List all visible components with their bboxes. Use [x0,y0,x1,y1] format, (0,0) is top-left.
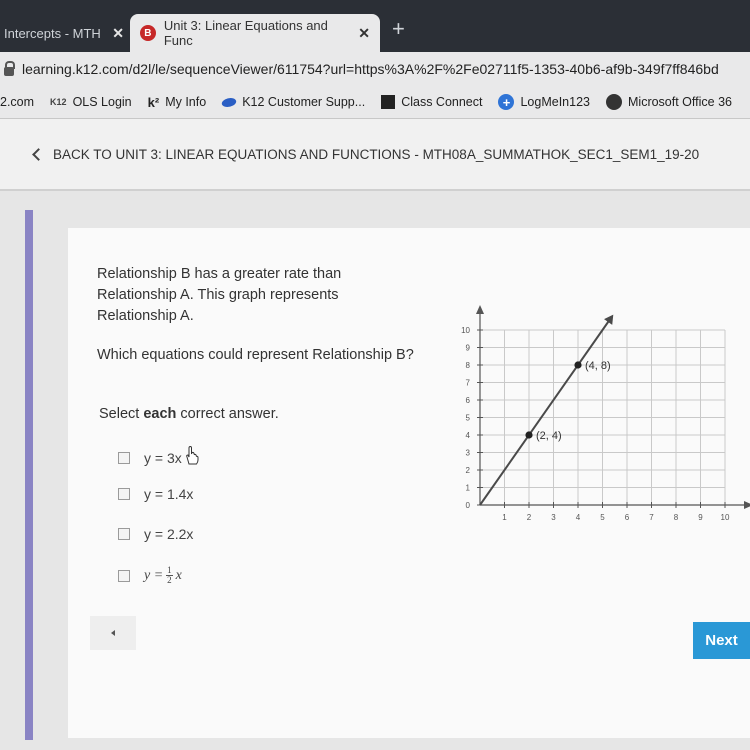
y-tick-label: 4 [465,431,470,440]
x-tick-label: 7 [649,513,654,522]
chevron-left-icon [32,148,45,161]
y-axis-arrow [476,305,484,314]
data-point [525,431,532,438]
x-tick-label: 5 [600,513,605,522]
address-bar[interactable] [0,52,750,86]
back-link-label: BACK TO UNIT 3: LINEAR EQUATIONS AND FUNCTIONS - MTH08A_SUMMATHOK_SEC1_SEM1_19-20 [53,147,700,162]
previous-button[interactable] [90,616,136,650]
graph-series [480,315,613,505]
accent-bar [25,210,33,740]
y-tick-label: 9 [465,343,470,353]
answer-label-suffix: x [175,567,182,583]
answer-label: y = 1.4x [144,486,194,502]
instruction-bold: each [143,406,177,422]
y-tick-label: 1 [465,483,470,493]
y-tick-label: 10 [461,326,470,335]
bookmark-ols-login[interactable] [50,95,132,109]
answer-checkbox[interactable] [118,452,130,464]
x-tick-label: 10 [720,513,730,522]
close-tab-icon[interactable]: ✕ [112,24,124,41]
answer-checkbox[interactable] [118,570,130,582]
tab-intercepts[interactable] [0,14,134,52]
y-tick-label: 6 [465,396,470,405]
lock-icon [4,67,14,76]
bookmark-label: K12 Customer Supp... [242,95,366,109]
k12-favicon-icon: B [140,25,156,41]
browser-tab-strip [0,0,750,52]
question-intro: Relationship B has a greater rate than Relationship A. This graph represents Relationship A. [97,266,342,324]
graph-axes [476,305,750,509]
y-tick-label: 2 [465,466,470,475]
square-icon [381,95,395,109]
x-tick-label: 3 [551,513,556,522]
x-axis-arrow [744,501,750,509]
bookmark-label: OLS Login [72,95,132,109]
answer-option-1[interactable] [118,446,200,469]
answer-label-prefix: y = [144,567,164,583]
answer-label: y = 2.2x [144,526,194,542]
tab-label: Unit 3: Linear Equations and Func [163,18,328,48]
url-text[interactable]: learning.k12.com/d2l/le/sequenceViewer/611754?url=https%3A%2F%2Fe02711f5-1353-40b6-af9b-349f7ff846bd [22,61,719,77]
bookmark-label: Class Connect [401,95,483,109]
relationship-a-graph [450,295,750,535]
answer-option-2[interactable] [118,486,193,502]
bookmark-2com[interactable] [0,95,34,109]
k12-icon: K12 [50,97,67,107]
y-tick-label: 7 [465,378,470,388]
answer-option-4[interactable] [118,566,182,585]
bookmark-microsoft-office[interactable] [606,94,732,110]
tab-label: Intercepts - MTH [4,25,101,41]
x-tick-label: 8 [673,513,679,522]
y-tick-label: 8 [465,361,470,370]
x-tick-label: 4 [575,513,581,522]
next-button[interactable]: Next [693,622,750,659]
arrow-left-icon [111,630,115,636]
fraction-denominator: 2 [167,575,172,585]
answer-checkbox[interactable] [118,528,130,540]
bookmark-class-connect[interactable] [381,95,482,109]
data-point [574,361,581,368]
fraction [166,566,173,585]
question-prompt: Which equations could represent Relationship B? [97,347,414,363]
data-point-label: (2, 4) [536,430,562,442]
answer-label: y = 3x [144,449,182,466]
data-point-label: (4, 8) [585,360,611,372]
bookmark-label: LogMeIn123 [520,95,590,109]
bookmark-logmein123[interactable] [498,94,590,110]
bookmarks-bar [0,86,750,119]
x-tick-label: 6 [624,513,630,522]
bookmark-my-info[interactable] [148,95,207,110]
plus-icon: + [498,94,514,110]
y-tick-label: 0 [465,501,470,510]
back-to-unit-link[interactable] [34,147,699,162]
bookmark-label: My Info [165,95,207,109]
x-tick-label: 2 [526,513,532,522]
page-header [0,119,750,191]
k2-icon: k² [147,94,160,110]
bookmark-label: 2.com [0,95,35,109]
x-tick-label: 9 [698,513,703,522]
tab-unit-3[interactable] [130,14,380,52]
instruction-prefix: Select [99,406,144,422]
y-tick-label: 3 [465,448,470,458]
question-instruction [99,404,279,425]
graph-tick-labels [461,326,730,522]
answer-checkbox[interactable] [118,488,130,500]
diamond-icon [221,98,238,107]
x-tick-label: 1 [502,513,507,522]
fraction-numerator: 1 [167,565,172,575]
y-tick-label: 5 [465,413,470,423]
graph-grid [480,330,725,505]
close-tab-icon[interactable]: ✕ [358,24,370,41]
new-tab-icon[interactable]: + [392,16,405,41]
bookmark-label: Microsoft Office 36 [628,95,732,109]
hand-cursor-icon [184,446,200,469]
line-arrow [604,315,613,325]
office-icon [606,94,622,110]
instruction-suffix: correct answer. [176,406,279,422]
answer-option-3[interactable] [118,526,193,542]
bookmark-customer-support[interactable] [222,95,365,109]
